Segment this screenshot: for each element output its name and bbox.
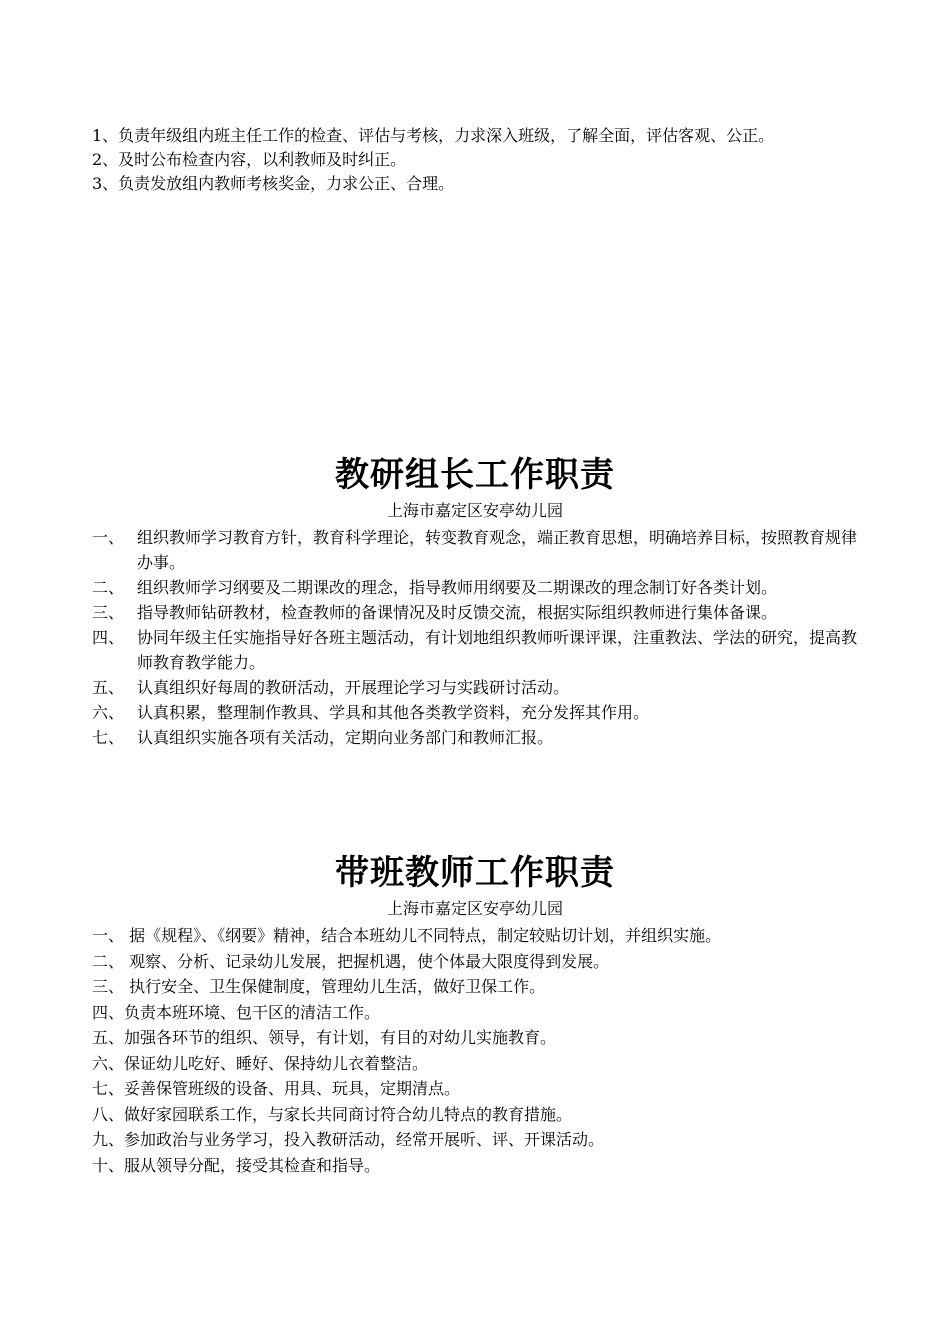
list-item [92, 575, 872, 600]
list-item: 七、妥善保管班级的设备、用具、玩具，定期清点。 [92, 1079, 461, 1098]
section-subtitle: 上海市嘉定区安亭幼儿园 [386, 899, 563, 918]
section-subtitle: 上海市嘉定区安亭幼儿园 [386, 501, 563, 520]
item-text: 认真组织好每周的教研活动，开展理论学习与实践研讨活动。 [137, 678, 570, 697]
top-duty-item: 3、负责发放组内教师考核奖金，力求公正、合理。 [92, 174, 455, 193]
list-item [92, 700, 872, 725]
list-item: 九、参加政治与业务学习，投入教研活动，经常开展听、评、开课活动。 [92, 1130, 605, 1149]
list-item [92, 625, 872, 675]
top-duty-list [92, 124, 872, 196]
list-item: 八、做好家园联系工作，与家长共同商讨符合幼儿特点的教育措施。 [92, 1104, 573, 1124]
list-item: 五、加强各环节的组织、领导，有计划，有目的对幼儿实施教育。 [92, 1028, 557, 1047]
list-item: 三、 执行安全、卫生保健制度，管理幼儿生活，做好卫保工作。 [92, 977, 546, 996]
list-item [92, 600, 872, 625]
item-number: 七、 [92, 728, 125, 747]
list-item: 六、保证幼儿吃好、睡好、保持幼儿衣着整洁。 [92, 1053, 429, 1073]
list-item [92, 675, 872, 700]
item-text: 认真积累，整理制作教具、学具和其他各类教学资料，充分发挥其作用。 [137, 703, 650, 722]
top-duty-item: 1、负责年级组内班主任工作的检查、评估与考核，力求深入班级，了解全面，评估客观、公正。 [92, 126, 775, 145]
item-number: 四、 [92, 628, 125, 647]
class-teacher-section [0, 848, 950, 1178]
item-number: 二、 [92, 578, 125, 597]
item-text: 指导教师钻研教材，检查教师的备课情况及时反馈交流，根据实际组织教师进行集体备课。 [137, 603, 778, 622]
list-item: 十、服从领导分配，接受其检查和指导。 [92, 1155, 381, 1175]
class-teacher-duty-list [92, 923, 872, 1178]
item-number: 六、 [92, 703, 125, 722]
item-text: 组织教师学习教育方针，教育科学理论，转变教育观念，端正教育思想，明确培养目标，按照教育规律办事。 [137, 528, 858, 572]
research-leader-duty-list [92, 525, 872, 750]
section-title: 教研组长工作职责 [335, 455, 615, 495]
list-item: 一、 据《规程》、《纲要》精神，结合本班幼儿不同特点，制定较贴切计划，并组织实施。 [92, 926, 722, 945]
top-duty-item: 2、及时公布检查内容，以利教师及时纠正。 [92, 150, 407, 169]
list-item: 四、负责本班环境、包干区的清洁工作。 [92, 1002, 381, 1022]
list-item [92, 525, 872, 575]
list-item: 二、 观察、分析、记录幼儿发展，把握机遇，使个体最大限度得到发展。 [92, 951, 610, 971]
section-title: 带班教师工作职责 [335, 853, 615, 893]
item-number: 一、 [92, 528, 125, 547]
list-item [92, 725, 872, 750]
item-number: 三、 [92, 603, 125, 622]
item-text: 认真组织实施各项有关活动，定期向业务部门和教师汇报。 [137, 728, 554, 747]
research-leader-section [0, 450, 950, 750]
item-text: 协同年级主任实施指导好各班主题活动，有计划地组织教师听课评课，注重教法、学法的研究，提高教师教育教学能力。 [137, 628, 858, 672]
item-text: 组织教师学习纲要及二期课改的理念，指导教师用纲要及二期课改的理念制订好各类计划。 [137, 578, 778, 597]
item-number: 五、 [92, 678, 125, 697]
